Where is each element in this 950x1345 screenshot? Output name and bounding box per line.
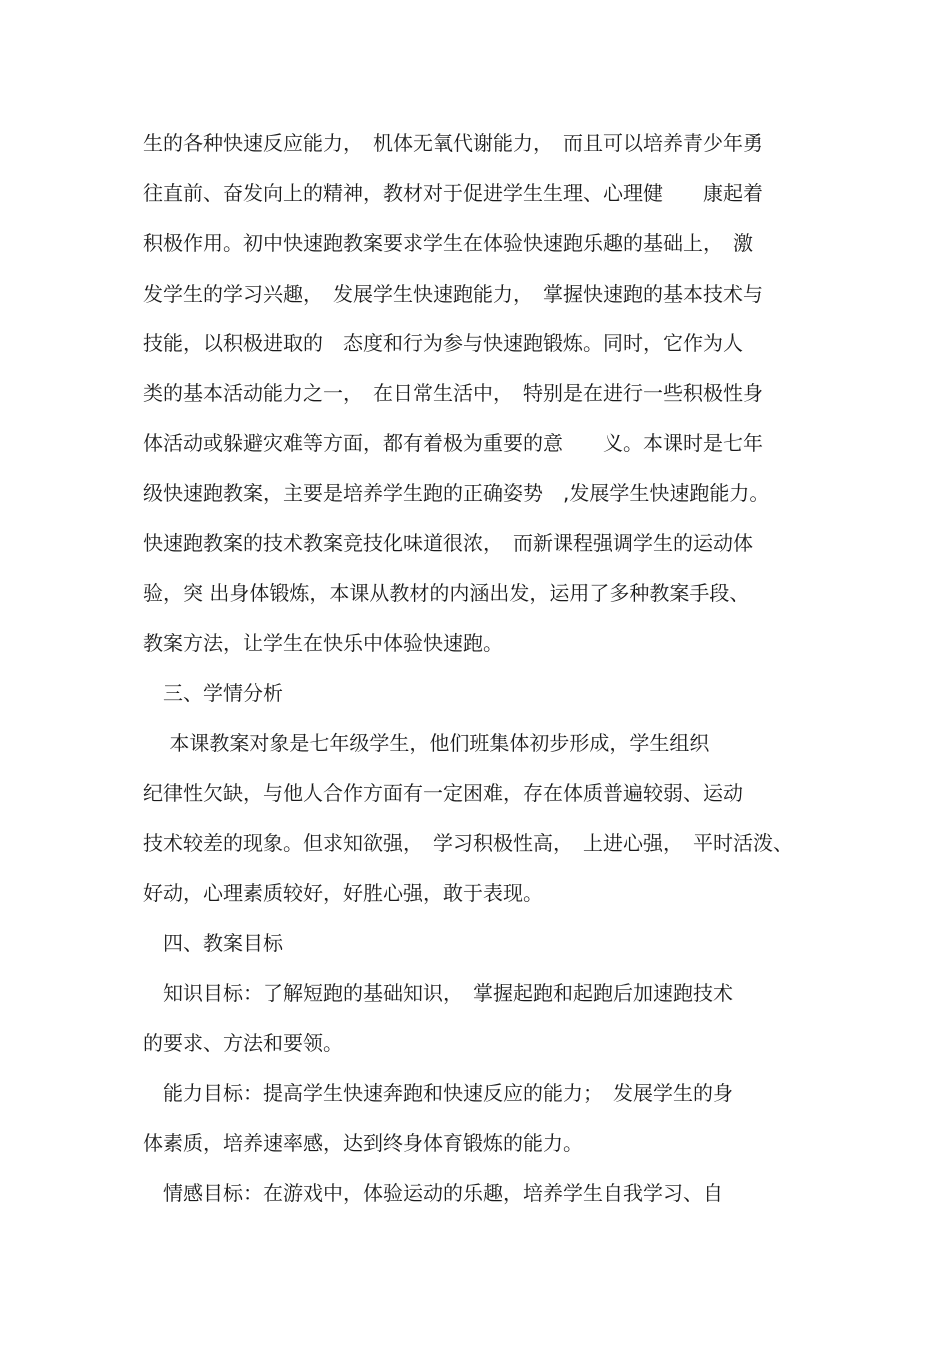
text-line-7: 体活动或躲避灾难等方面，都有着极为重要的意 义。本课时是七年 bbox=[143, 431, 763, 455]
section-heading-teaching-goals: 四、教案目标 bbox=[143, 931, 283, 955]
text-line-20: 能力目标：提高学生快速奔跑和快速反应的能力； 发展学生的身 bbox=[143, 1081, 733, 1105]
text-line-15: 技术较差的现象。但求知欲强， 学习积极性高， 上进心强， 平时活泼、 bbox=[143, 831, 793, 855]
text-line-18: 知识目标：了解短跑的基础知识， 掌握起跑和起跑后加速跑技术 bbox=[143, 981, 733, 1005]
text-line-1: 生的各种快速反应能力， 机体无氧代谢能力， 而且可以培养青少年勇 bbox=[143, 131, 763, 155]
text-line-3: 积极作用。初中快速跑教案要求学生在体验快速跑乐趣的基础上， 激 bbox=[143, 231, 753, 255]
text-line-9: 快速跑教案的技术教案竞技化味道很浓， 而新课程强调学生的运动体 bbox=[143, 531, 753, 555]
text-line-6: 类的基本活动能力之一， 在日常生活中， 特别是在进行一些积极性身 bbox=[143, 381, 763, 405]
text-line-11: 教案方法，让学生在快乐中体验快速跑。 bbox=[143, 631, 503, 655]
text-line-21: 体素质，培养速率感，达到终身体育锻炼的能力。 bbox=[143, 1131, 583, 1155]
text-line-4: 发学生的学习兴趣， 发展学生快速跑能力， 掌握快速跑的基本技术与 bbox=[143, 282, 763, 306]
text-line-16: 好动，心理素质较好，好胜心强，敢于表现。 bbox=[143, 881, 543, 905]
section-heading-student-analysis: 三、学情分析 bbox=[143, 681, 283, 705]
text-line-10: 验，突 出身体锻炼，本课从教材的内涵出发，运用了多种教案手段、 bbox=[143, 581, 750, 605]
text-line-22: 情感目标：在游戏中，体验运动的乐趣，培养学生自我学习、自 bbox=[143, 1181, 723, 1205]
text-line-5: 技能，以积极进取的 态度和行为参与快速跑锻炼。同时，它作为人 bbox=[143, 331, 743, 355]
text-line-13: 本课教案对象是七年级学生，他们班集体初步形成，学生组织 bbox=[143, 731, 710, 755]
text-line-19: 的要求、方法和要领。 bbox=[143, 1031, 343, 1055]
text-line-2: 往直前、奋发向上的精神，教材对于促进学生生理、心理健 康起着 bbox=[143, 181, 763, 205]
text-line-8: 级快速跑教案，主要是培养学生跑的正确姿势 ,发展学生快速跑能力。 bbox=[143, 481, 770, 505]
text-line-14: 纪律性欠缺，与他人合作方面有一定困难，存在体质普遍较弱、运动 bbox=[143, 781, 743, 805]
